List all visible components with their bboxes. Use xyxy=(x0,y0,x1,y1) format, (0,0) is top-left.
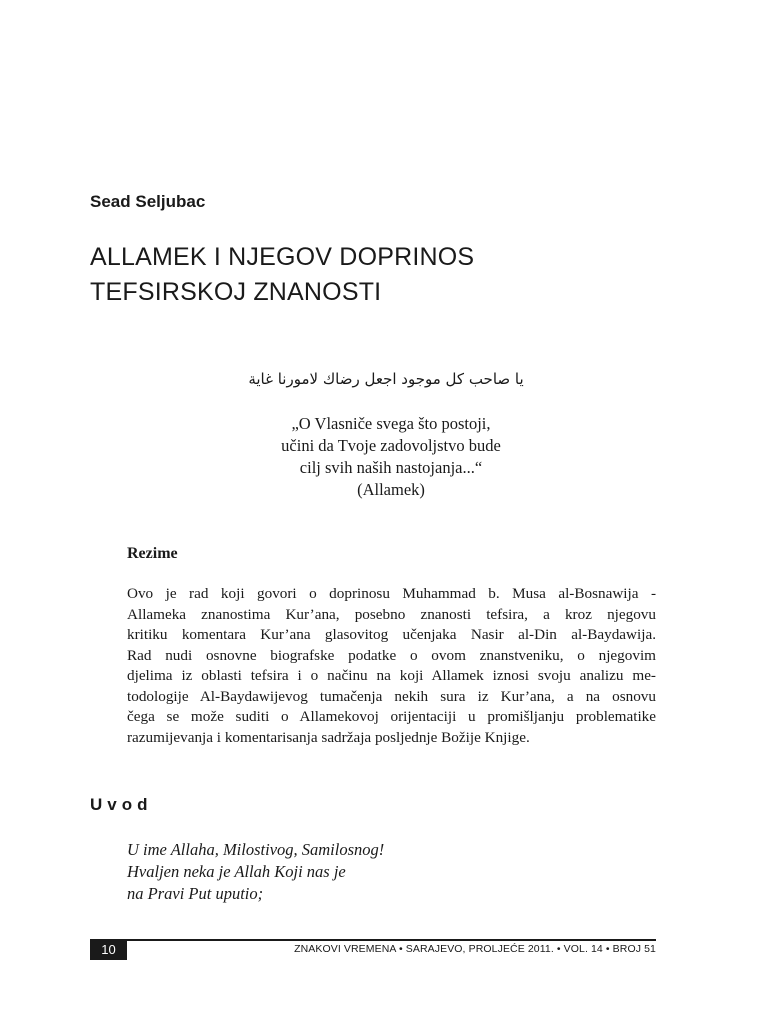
abstract-body xyxy=(127,584,656,748)
abstract-heading: Rezime xyxy=(127,545,178,562)
arabic-epigraph: يا صاحب كل موجود اجعل رضاك لامورنا غاية xyxy=(248,370,524,388)
abstract-line: Allameka znanostima Kur’ana, posebno znanosti tefsira, a kroz njegovu xyxy=(127,605,656,623)
abstract-line: čega se može suditi o Allamekovoj orijentaciji u promišljanju problematike xyxy=(127,708,656,725)
page-number: 10 xyxy=(90,940,127,960)
epigraph-line: učini da Tvoje zadovoljstvo bude xyxy=(281,436,501,455)
author-name: Sead Seljubac xyxy=(90,192,206,211)
footer-divider xyxy=(90,939,656,941)
abstract-line: kritiku komentara Kur’ana glasovitog učenjaka Nasir al-Din al-Baydawija. xyxy=(127,626,656,643)
intro-verse xyxy=(127,839,384,905)
article-title-line: ALLAMEK I NJEGOV DOPRINOS xyxy=(90,243,475,271)
verse-line: na Pravi Put uputio; xyxy=(127,884,264,903)
verse-line: U ime Allaha, Milostivog, Samilosnog! xyxy=(127,840,385,859)
article-title-line: TEFSIRSKOJ ZNANOSTI xyxy=(90,278,382,306)
abstract-line: djelima iz oblasti tefsira i o načinu na koji Allamek iznosi svoju analizu me- xyxy=(127,667,656,684)
abstract-line: razumijevanja i komentarisanja sadržaja posljednje Božije Knjige. xyxy=(127,728,530,746)
article-title xyxy=(90,240,690,310)
epigraph-translation xyxy=(90,413,692,501)
abstract-line: todologije Al-Baydawijevog tumačenja nekih sura iz Kur’ana, a na osnovu xyxy=(127,687,656,705)
epigraph-line: „O Vlasniče svega što postoji, xyxy=(291,414,491,433)
abstract-line: Rad nudi osnovne biografske podatke o ovom znanstveniku, o njegovim xyxy=(127,646,656,664)
verse-line: Hvaljen neka je Allah Koji nas je xyxy=(127,862,346,881)
intro-heading: Uvod xyxy=(90,795,153,814)
abstract-line: Ovo je rad koji govori o doprinosu Muhammad b. Musa al-Bosnawija - xyxy=(127,585,656,602)
epigraph-line: cilj svih naših nastojanja...“ xyxy=(299,458,483,477)
epigraph-attribution: (Allamek) xyxy=(357,480,425,499)
journal-running-footer: ZNAKOVI VREMENA • SARAJEVO, PROLJEĆE 2011. • VOL. 14 • BROJ 51 xyxy=(294,943,656,955)
